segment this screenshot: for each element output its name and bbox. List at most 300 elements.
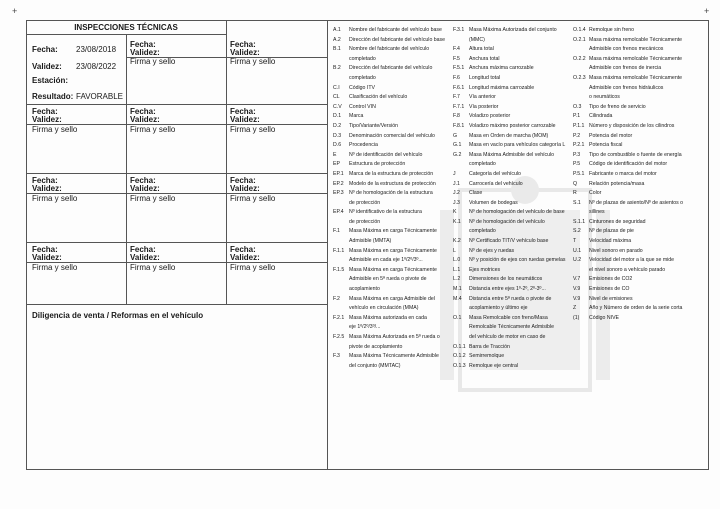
legend-description: Dirección del fabricante del vehículo [349, 65, 433, 72]
legend-description: Vía posterior [469, 103, 499, 110]
legend-code: M.4 [453, 295, 462, 302]
legend-row [333, 26, 451, 36]
legend-row [453, 189, 571, 199]
legend-description: Número y disposición de los cilindros [589, 122, 675, 129]
legend-row [453, 151, 571, 161]
legend-code: F.1.5 [333, 266, 345, 273]
legend-description: Dirección del fabricante del vehículo base [349, 36, 446, 43]
legend-description: Longitud máxima carrozable [469, 84, 535, 91]
legend-description: pivote de acoplamiento [349, 343, 403, 350]
corner-mark: + [704, 6, 710, 16]
firma-sello-label: Firma y sello [130, 125, 176, 134]
legend-row [573, 295, 707, 305]
legend-code: M.1 [453, 286, 462, 293]
legend-row [453, 266, 571, 276]
validez-label: Validez: [32, 115, 62, 124]
fecha-label: Fecha: [230, 107, 256, 116]
legend-code [573, 45, 589, 55]
legend-code: O.1.2 [453, 353, 466, 360]
legend-code: A.2 [333, 36, 341, 43]
legend-description: Carrocería del vehículo [469, 180, 523, 187]
legend-description: Admisible con frenos hidráulicos [589, 84, 664, 91]
legend-row [453, 112, 571, 122]
legend-description: Estructura de protección [349, 161, 406, 168]
legend-description: Masa Remolcable con freno/Masa [469, 314, 548, 321]
legend-code: V.9 [573, 295, 581, 302]
legend-description: Admisible en cada eje 1º/2º/3º... [349, 257, 423, 264]
legend-row [333, 199, 451, 209]
legend-row [453, 362, 571, 372]
legend-code: P.2 [573, 132, 581, 139]
field-legend-column-1 [333, 26, 451, 371]
legend-row [573, 227, 707, 237]
legend-description: Vía anterior [469, 94, 496, 101]
legend-description: el nivel sonoro a vehículo parado [589, 266, 666, 273]
legend-row [573, 84, 707, 94]
legend-row [333, 237, 451, 247]
validez-label: Validez: [32, 62, 62, 71]
legend-description: Velocidad máxima [589, 238, 632, 245]
legend-row [333, 160, 451, 170]
legend-description: Admisible (MMTA) [349, 238, 392, 245]
legend-row [333, 55, 451, 65]
legend-code: F.7 [453, 94, 460, 101]
legend-code: P.5 [573, 161, 581, 168]
legend-code: D.1 [333, 113, 342, 120]
legend-row [333, 103, 451, 113]
legend-row [333, 180, 451, 190]
firma-sello-label: Firma y sello [230, 263, 276, 272]
legend-description: Masa Máxima Admisible del vehículo [469, 151, 555, 158]
fecha-label: Fecha: [130, 107, 156, 116]
legend-code: Q [573, 180, 578, 187]
firma-sello-label: Firma y sello [230, 194, 276, 203]
legend-code: L [453, 247, 456, 254]
legend-row [453, 208, 571, 218]
firma-sello-label: Firma y sello [130, 57, 176, 66]
legend-description: Nº de identificación del vehículo [349, 151, 423, 158]
legend-code: O.3 [573, 103, 582, 110]
field-legend-column-3 [573, 26, 707, 323]
legend-code [333, 362, 349, 372]
legend-row [573, 189, 707, 199]
legend-description: Masa Máxima Técnicamente Admisible [349, 353, 439, 360]
legend-row [453, 314, 571, 324]
legend-description: Tipo/Variante/Versión [349, 122, 399, 129]
legend-code: K [453, 209, 457, 216]
legend-description: Nº de homologación del vehículo de base [469, 209, 565, 216]
legend-row [333, 151, 451, 161]
legend-code [333, 323, 349, 333]
legend-code: EP.3 [333, 190, 344, 197]
legend-code [453, 333, 469, 343]
legend-code: C.V [333, 103, 342, 110]
legend-code: D.3 [333, 132, 342, 139]
validez-label: Validez: [130, 253, 160, 262]
legend-description: Remolque eje central [469, 362, 519, 369]
fecha-label: Fecha: [32, 45, 58, 54]
legend-code: F.8 [453, 113, 460, 120]
resultado-value: FAVORABLE [76, 92, 123, 101]
estacion-label: Estación: [32, 76, 69, 85]
legend-description: Color [589, 190, 602, 197]
legend-code: S.1.1 [573, 218, 586, 225]
legend-row [333, 266, 451, 276]
legend-row [453, 256, 571, 266]
legend-row [333, 275, 451, 285]
field-legend-column-2 [453, 26, 571, 371]
legend-description: Nº identificativo de la estructura [349, 209, 422, 216]
legend-description: Velocidad del motor a la que se mide [589, 257, 675, 264]
legend-description: Volumen de bodegas [469, 199, 518, 206]
legend-description: Altura total [469, 46, 494, 53]
legend-description: del vehículo de motor en caso de [469, 334, 546, 340]
legend-description: Remolque sin freno [589, 27, 634, 33]
legend-code: L.2 [453, 276, 461, 283]
legend-description: Código de identificación del motor [589, 161, 668, 168]
legend-code [573, 64, 589, 74]
legend-row [333, 122, 451, 132]
panel-divider [327, 20, 328, 470]
legend-description: Fabricante o marca del motor [589, 170, 657, 177]
legend-code: F.8.1 [453, 122, 465, 129]
legend-code [573, 208, 589, 218]
legend-description: Nº de ejes y ruedas [469, 247, 515, 254]
legend-description: Emisiones de CO2 [589, 276, 633, 283]
legend-description: Nivel de emisiones [589, 295, 633, 302]
legend-code [333, 275, 349, 285]
validez-label: Validez: [230, 115, 260, 124]
legend-description: Masa en vacío para vehículos categoría L [469, 142, 566, 149]
legend-code [333, 55, 349, 65]
legend-row [333, 45, 451, 55]
legend-description: vehículo en circulación (MMA) [349, 305, 419, 312]
legend-description: completado [349, 74, 376, 81]
validez-label: Validez: [130, 184, 160, 193]
legend-row [573, 26, 707, 36]
legend-description: Ejes motrices [469, 266, 501, 273]
legend-row [333, 323, 451, 333]
fecha-value: 23/08/2018 [76, 45, 117, 54]
firma-sello-label: Firma y sello [230, 57, 276, 66]
legend-row [453, 285, 571, 295]
legend-description: Nº de plazas de pie [589, 228, 634, 235]
divider [226, 34, 227, 304]
legend-row [573, 36, 707, 46]
legend-code: EP.4 [333, 209, 344, 216]
legend-description: completado [349, 55, 376, 62]
legend-row [453, 64, 571, 74]
legend-row [453, 93, 571, 103]
legend-row [453, 323, 571, 333]
legend-code: EP.2 [333, 180, 344, 187]
legend-code: O.1.4 [573, 27, 586, 33]
legend-description: Masa máxima remolcable Técnicamente [589, 55, 683, 62]
legend-row [333, 256, 451, 266]
legend-code: D.2 [333, 122, 342, 129]
legend-code: O.2.2 [573, 55, 586, 62]
legend-code: K.2 [453, 238, 461, 245]
legend-row [573, 304, 707, 314]
legend-description: Nombre del fabricante del vehículo base [349, 27, 442, 33]
legend-description: Clasificación del vehículo [349, 94, 408, 101]
legend-code: F.1.1 [333, 247, 345, 254]
legend-code [333, 237, 349, 247]
legend-code: F.3 [333, 353, 340, 360]
legend-description: Barra de Tracción [469, 343, 510, 350]
legend-description: Dimensiones de los neumáticos [469, 276, 543, 283]
legend-code: F.6 [453, 74, 460, 81]
legend-code: F.2 [333, 295, 340, 302]
legend-row [453, 160, 571, 170]
legend-row [573, 64, 707, 74]
legend-row [453, 132, 571, 142]
legend-description: Anchura total [469, 55, 500, 62]
legend-row [573, 122, 707, 132]
legend-row [573, 275, 707, 285]
legend-code: P.5.1 [573, 170, 585, 177]
legend-row [573, 160, 707, 170]
legend-code: J.3 [453, 199, 460, 206]
legend-description: Año y Número de orden de la serie corta [589, 305, 683, 312]
fecha-label: Fecha: [32, 176, 58, 185]
legend-row [573, 237, 707, 247]
legend-row [453, 304, 571, 314]
legend-code: F.2.1 [333, 314, 345, 321]
legend-code: O.1 [453, 314, 462, 321]
legend-description: Nº de homologación del vehículo [469, 218, 545, 225]
legend-code [453, 160, 469, 170]
legend-code: S.1 [573, 199, 581, 206]
legend-code: E [333, 151, 337, 158]
legend-code: P.1.1 [573, 122, 585, 129]
legend-code: J [453, 170, 456, 177]
legend-row [333, 295, 451, 305]
legend-description: Admisible con frenos mecánicos [589, 46, 664, 53]
legend-code: EP.1 [333, 170, 344, 177]
validez-label: Validez: [230, 184, 260, 193]
legend-row [453, 122, 571, 132]
legend-description: Cilindrada [589, 113, 613, 120]
legend-description: completado [469, 228, 496, 235]
fecha-label: Fecha: [130, 245, 156, 254]
legend-row [453, 141, 571, 151]
fecha-label: Fecha: [32, 245, 58, 254]
legend-description: Masa Máxima en carga Admisible del [349, 295, 435, 302]
legend-row [333, 343, 451, 353]
inspections-panel [26, 20, 327, 470]
legend-row [453, 74, 571, 84]
legend-code: T [573, 238, 577, 245]
legend-description: Nº de plazas de asiento/Nº de asientos o [589, 199, 684, 206]
legend-code: F.1 [333, 228, 340, 235]
legend-description: o neumáticos [589, 94, 620, 101]
legend-row [333, 36, 451, 46]
legend-description: acoplamiento y último eje [469, 305, 528, 312]
legend-row [573, 285, 707, 295]
legend-row [333, 170, 451, 180]
legend-row [453, 45, 571, 55]
legend-row [573, 256, 707, 266]
legend-row [573, 151, 707, 161]
firma-sello-label: Firma y sello [130, 263, 176, 272]
fecha-label: Fecha: [130, 176, 156, 185]
legend-row [333, 74, 451, 84]
legend-code: R [573, 190, 577, 197]
legend-row [453, 343, 571, 353]
legend-code: G.1 [453, 142, 462, 149]
legend-code: P.2.1 [573, 142, 585, 149]
legend-row [453, 237, 571, 247]
legend-row [453, 275, 571, 285]
legend-description: Nombre del fabricante del vehículo [349, 46, 430, 53]
legend-description: Masa Máxima Autorizada en 5ª rueda o [349, 334, 440, 340]
legend-code: D.6 [333, 142, 342, 149]
legend-code [573, 84, 589, 94]
legend-description: sillines [589, 209, 605, 216]
legend-row [453, 36, 571, 46]
legend-row [453, 170, 571, 180]
legend-description: Voladizo máximo posterior carrozable [469, 122, 556, 129]
legend-row [573, 74, 707, 84]
legend-description: Control VIN [349, 103, 376, 110]
legend-description: Procedencia [349, 142, 378, 149]
legend-description: Masa Máxima Autorizada del conjunto [469, 27, 557, 33]
legend-code: V.7 [573, 276, 581, 283]
legend-description: Admisible con frenos de inercia [589, 65, 662, 72]
validez-label: Validez: [230, 48, 260, 57]
legend-row [333, 333, 451, 343]
legend-code: G.2 [453, 151, 462, 158]
legend-code: B.2 [333, 65, 341, 72]
resultado-label: Resultado: [32, 92, 74, 101]
fecha-label: Fecha: [130, 40, 156, 49]
legend-row [573, 180, 707, 190]
validez-label: Validez: [130, 115, 160, 124]
divider [26, 304, 327, 305]
legend-code [453, 36, 469, 46]
legend-code: P.1 [573, 113, 581, 120]
legend-description: Masa Máxima en carga Técnicamente [349, 266, 437, 273]
legend-row [333, 112, 451, 122]
legend-code [573, 93, 589, 103]
divider [226, 20, 227, 34]
legend-code: A.1 [333, 27, 341, 33]
legend-description: Tipo de combustible o fuente de energía [589, 151, 682, 158]
validez-label: Validez: [32, 184, 62, 193]
legend-code [333, 343, 349, 353]
legend-row [573, 247, 707, 257]
legend-code: F.2.5 [333, 334, 345, 340]
legend-row [333, 64, 451, 74]
legend-row [573, 170, 707, 180]
legend-row [453, 26, 571, 36]
legend-code: V.9 [573, 286, 581, 293]
divider [26, 242, 327, 243]
legend-row [453, 180, 571, 190]
legend-row [573, 132, 707, 142]
legend-description: Tipo de freno de servicio [589, 103, 646, 110]
legend-code [333, 304, 349, 314]
legend-code: O.1.3 [453, 362, 466, 369]
legend-row [573, 266, 707, 276]
legend-code: L.1 [453, 266, 461, 273]
legend-row [573, 208, 707, 218]
legend-code: B.1 [333, 46, 341, 53]
legend-description: Emisiones de CO [589, 286, 630, 293]
legend-description: de protección [349, 199, 381, 206]
legend-description: Marca [349, 113, 364, 120]
legend-description: Nº de homologación de la estructura [349, 190, 433, 197]
legend-row [573, 218, 707, 228]
legend-code: S.2 [573, 228, 581, 235]
legend-row [333, 132, 451, 142]
legend-row [333, 352, 451, 362]
legend-row [333, 285, 451, 295]
legend-code [573, 266, 589, 276]
legend-row [333, 218, 451, 228]
legend-row [333, 84, 451, 94]
legend-row [453, 55, 571, 65]
fecha-label: Fecha: [230, 176, 256, 185]
legend-code [333, 218, 349, 228]
legend-description: de protección [349, 218, 381, 225]
legend-code [333, 285, 349, 295]
legend-code: L.0 [453, 257, 461, 264]
legend-code: G [453, 132, 458, 139]
legend-description: Potencia fiscal [589, 142, 623, 149]
legend-code: CL [333, 94, 340, 101]
legend-code [453, 323, 469, 333]
legend-description: Masa máxima remolcable Técnicamente [589, 74, 683, 81]
legend-row [453, 352, 571, 362]
legend-code: (1) [573, 314, 580, 321]
legend-code: O.1.1 [453, 343, 466, 350]
legend-description: completado [469, 161, 496, 168]
legend-row [333, 227, 451, 237]
firma-sello-label: Firma y sello [130, 194, 176, 203]
legend-row [333, 362, 451, 372]
validez-label: Validez: [32, 253, 62, 262]
legend-code: F.6.1 [453, 84, 465, 91]
legend-code [453, 304, 469, 314]
diligencia-heading: Diligencia de venta / Reformas en el vehículo [32, 311, 204, 320]
legend-description: Anchura máxima carrozable [469, 65, 534, 72]
legend-row [453, 103, 571, 113]
legend-description: Cinturones de seguridad [589, 218, 646, 225]
legend-description: Masa máxima remolcable Técnicamente [589, 36, 683, 43]
legend-row [453, 84, 571, 94]
legend-code: EP [333, 161, 340, 168]
legend-row [573, 112, 707, 122]
legend-description: Nivel sonoro en parado [589, 247, 643, 254]
legend-row [573, 141, 707, 151]
legend-description: del conjunto (MMTAC) [349, 362, 401, 369]
validez-label: Validez: [230, 253, 260, 262]
legend-row [453, 199, 571, 209]
legend-description: eje 1º/2º/3º/... [349, 324, 381, 331]
legend-description: Masa Máxima en carga Técnicamente [349, 228, 437, 235]
legend-description: Clase [469, 190, 483, 197]
legend-description: Categoría del vehículo [469, 170, 521, 177]
legend-description: Denominación comercial del vehículo [349, 132, 435, 139]
legend-row [573, 93, 707, 103]
legend-code: P.3 [573, 151, 581, 158]
legend-code: F.7.1 [453, 103, 465, 110]
legend-row [333, 189, 451, 199]
validez-label: Validez: [130, 48, 160, 57]
legend-description: Distancia entre ejes 1º-2º, 2º-3º... [469, 286, 546, 293]
